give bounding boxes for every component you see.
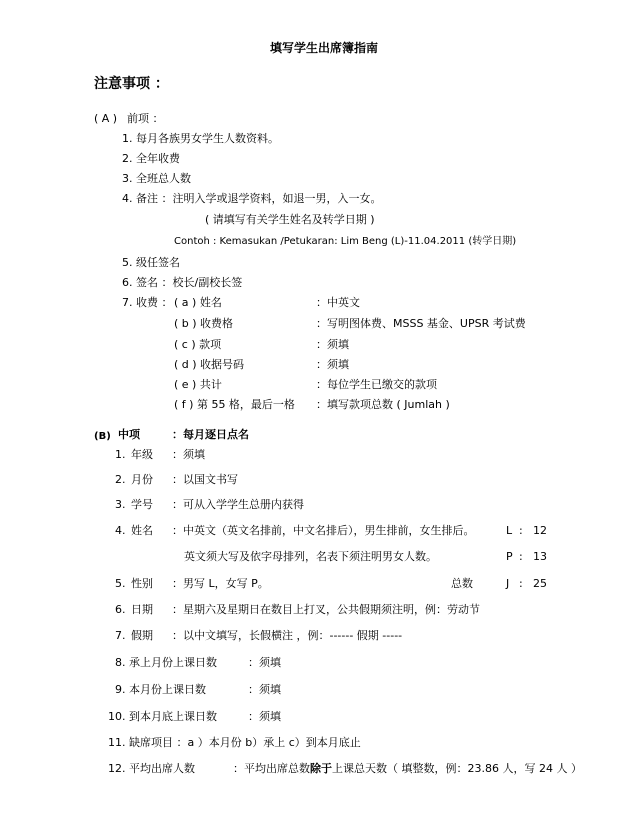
b-item-9-desc: ：须填 — [248, 683, 281, 696]
b-item-12-desc — [233, 762, 582, 776]
section-a-item-1: 1. 每月各族男女学生人数资料。 — [122, 132, 279, 145]
section-b-title: 中项 — [118, 428, 140, 441]
fee-d-left: ( d ) 收据号码 — [174, 358, 245, 371]
count-l-key: L — [506, 524, 513, 537]
b-item-3-num: 3. — [115, 498, 126, 511]
count-l-sep: : — [519, 524, 523, 537]
fee-f-right: ：填写款项总数 ( Jumlah ) — [316, 398, 450, 411]
count-l-val: 12 — [533, 524, 547, 537]
b-item-6-name: 日期 — [131, 603, 153, 616]
b-item-5-desc: ：男写 L，女写 P。 — [172, 577, 269, 590]
b-item-2-name: 月份 — [131, 473, 153, 486]
fee-e-left: ( e ) 共计 — [174, 378, 222, 391]
b-item-10: 10. 到本月底上课日数 — [108, 710, 217, 723]
b-item-4-desc: ：中英文（英文名排前，中文名排后），男生排前，女生排后。 — [172, 524, 475, 537]
fee-e-right: ：每位学生已缴交的款项 — [316, 378, 437, 391]
b-item-7-desc: ：以中文填写，长假横注 ，例：------ 假期 ----- — [172, 629, 403, 642]
section-a-item-7-label: 7. 收费 ： — [122, 296, 173, 309]
count-p-key: P — [506, 550, 513, 563]
b-item-7-num: 7. — [115, 629, 126, 642]
count-p-sep: : — [519, 550, 523, 563]
b-item-12: 12. 平均出席人数 — [108, 762, 195, 775]
count-j-key: J — [506, 577, 510, 590]
section-a-title: 前项 ： — [127, 112, 164, 125]
b-item-12-desc-bold: 除于 — [310, 762, 332, 775]
count-j-sep: : — [519, 577, 523, 590]
b-item-11: 11. 缺席项目 ：a ）本月份 b）承上 c）到本月底止 — [108, 736, 361, 749]
b-item-2-num: 2. — [115, 473, 126, 486]
b-item-3-desc: ：可从入学学生总册内获得 — [172, 498, 304, 511]
b-item-7-name: 假期 — [131, 629, 153, 642]
section-a-item-3: 3. 全班总人数 — [122, 172, 191, 185]
section-b-subtitle: ：每月逐日点名 — [172, 428, 249, 441]
b-item-3-name: 学号 — [131, 498, 153, 511]
section-b-label: (B) — [94, 431, 111, 442]
section-a-item-2: 2. 全年收费 — [122, 152, 180, 165]
b-item-4-num: 4. — [115, 524, 126, 537]
section-a-note-paren: ( 请填写有关学生姓名及转学日期 ) — [205, 213, 375, 226]
fee-b-left: ( b ) 收费格 — [174, 317, 234, 330]
notice-heading: 注意事项 ： — [94, 76, 169, 92]
fee-a-left: ( a ) 姓名 — [174, 296, 222, 309]
section-a-item-6: 6. 签名 ：校长/副校长签 — [122, 276, 243, 289]
count-j-val: 25 — [533, 577, 547, 590]
b-item-5-num: 5. — [115, 577, 126, 590]
b-item-4-name: 姓名 — [131, 524, 153, 537]
fee-b-right: ：写明图体费、MSSS 基金、UPSR 考试费 — [316, 317, 526, 330]
b-item-8: 8. 承上月份上课日数 — [115, 656, 217, 669]
section-a-label: ( A ) — [94, 112, 118, 125]
fee-a-right: ：中英文 — [316, 296, 360, 309]
b-item-1-desc: ：须填 — [172, 448, 205, 461]
b-item-6-desc: ：星期六及星期日在数目上打叉，公共假期须注明，例：劳动节 — [172, 603, 480, 616]
count-total-prefix: 总数 — [451, 577, 473, 590]
b-item-8-desc: ：须填 — [248, 656, 281, 669]
fee-f-left: ( f ) 第 55 格，最后一格 — [174, 398, 295, 411]
b-item-12-desc-b: 上课总天数（ 填整数，例：23.86 人，写 24 人 ） — [332, 762, 582, 775]
fee-c-left: ( c ) 款项 — [174, 338, 222, 351]
section-a-item-4: 4. 备注 ：注明入学或退学资料，如退一男，入一女。 — [122, 192, 382, 205]
section-a-item-5: 5. 级任签名 — [122, 256, 180, 269]
b-item-1-num: 1. — [115, 448, 126, 461]
b-item-1-name: 年级 — [131, 448, 153, 461]
b-item-12-desc-a: ：平均出席总数 — [233, 762, 310, 775]
fee-c-right: ：须填 — [316, 338, 349, 351]
page-title: 填写学生出席簿指南 — [270, 41, 379, 55]
count-p-val: 13 — [533, 550, 547, 563]
fee-d-right: ：须填 — [316, 358, 349, 371]
b-item-4-line2: 英文须大写及依字母排列，名表下须注明男女人数。 — [184, 550, 437, 563]
b-item-9: 9. 本月份上课日数 — [115, 683, 206, 696]
b-item-5-name: 性别 — [131, 577, 153, 590]
b-item-2-desc: ：以国文书写 — [172, 473, 238, 486]
b-item-10-desc: ：须填 — [248, 710, 281, 723]
section-a-contoh: Contoh : Kemasukan /Petukaran: Lim Beng (L)-11.04.2011 (转学日期) — [174, 236, 517, 247]
b-item-6-num: 6. — [115, 603, 126, 616]
